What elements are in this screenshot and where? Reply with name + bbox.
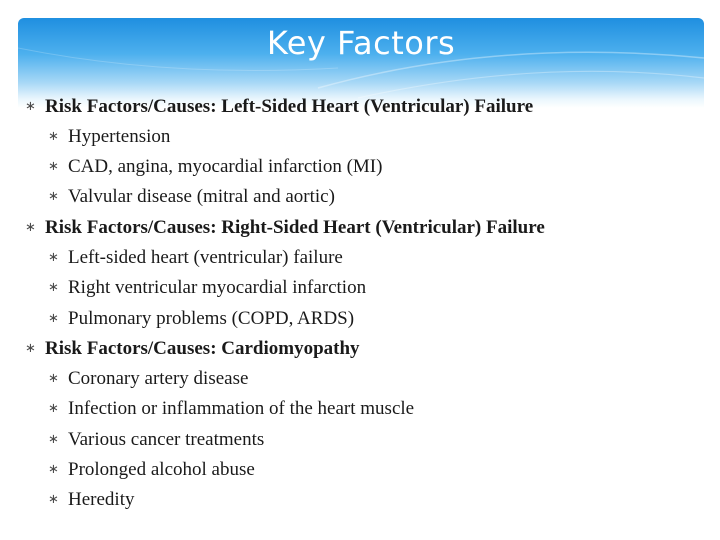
bullet-icon: ∗ [48,129,59,144]
slide-title: Key Factors [266,24,456,62]
list-item-level2: ∗ Pulmonary problems (COPD, ARDS) [48,304,354,334]
bullet-icon: ∗ [48,189,59,204]
list-item-level2: ∗ Hypertension [48,122,170,152]
list-item-level2: ∗ Various cancer treatments [48,425,264,455]
bullet-icon: ∗ [25,220,36,235]
list-item-level2: ∗ Left-sided heart (ventricular) failure [48,243,343,273]
list-item-level2: ∗ Right ventricular myocardial infarction [48,273,366,303]
bullet-icon: ∗ [48,250,59,265]
list-item-level1: ∗ Risk Factors/Causes: Right-Sided Heart (Ventricular) Failure [25,213,545,243]
bullet-icon: ∗ [48,311,59,326]
bullet-icon: ∗ [25,341,36,356]
bullet-icon: ∗ [48,280,59,295]
list-item-level2: ∗ Heredity [48,485,134,515]
list-item-level1: ∗ Risk Factors/Causes: Left-Sided Heart (Ventricular) Failure [25,92,533,122]
list-item-level2: ∗ Prolonged alcohol abuse [48,455,255,485]
list-item-level2: ∗ Valvular disease (mitral and aortic) [48,182,335,212]
list-item-level2: ∗ Infection or inflammation of the heart muscle [48,394,414,424]
bullet-icon: ∗ [25,99,36,114]
bullet-icon: ∗ [48,371,59,386]
bullet-icon: ∗ [48,432,59,447]
bullet-icon: ∗ [48,462,59,477]
bullet-icon: ∗ [48,492,59,507]
list-item-level2: ∗ CAD, angina, myocardial infarction (MI) [48,152,382,182]
bullet-icon: ∗ [48,159,59,174]
list-item-level2: ∗ Coronary artery disease [48,364,248,394]
list-item-level1: ∗ Risk Factors/Causes: Cardiomyopathy [25,334,360,364]
bullet-icon: ∗ [48,401,59,416]
